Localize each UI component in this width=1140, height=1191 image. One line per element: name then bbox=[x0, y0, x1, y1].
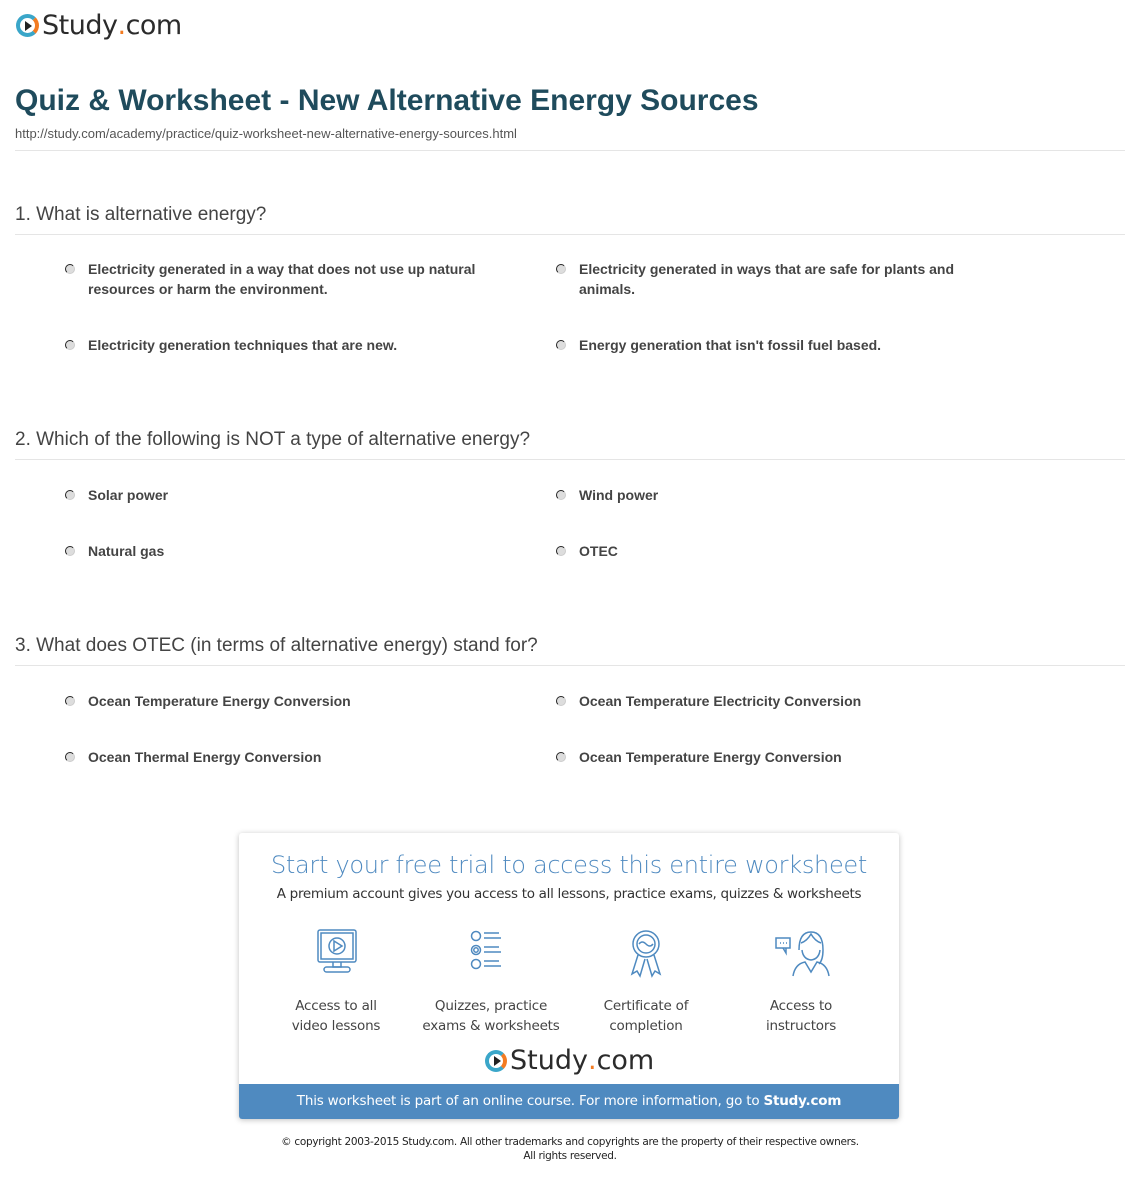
certificate-icon bbox=[616, 928, 676, 984]
radio-button[interactable] bbox=[65, 752, 75, 762]
logo-text: Study bbox=[42, 10, 118, 41]
study-com-link[interactable]: Study.com bbox=[763, 1093, 842, 1109]
answer-option[interactable] bbox=[88, 485, 508, 505]
radio-button[interactable] bbox=[65, 264, 75, 274]
feature-label: Certificate of bbox=[603, 998, 689, 1014]
quiz-list-icon bbox=[461, 928, 521, 984]
logo-text: Study bbox=[510, 1045, 588, 1076]
study-com-logo[interactable] bbox=[16, 10, 182, 41]
instructor-icon bbox=[771, 928, 831, 984]
option-label: Electricity generated in ways that are safe for plants and animals. bbox=[579, 261, 955, 297]
option-label: Natural gas bbox=[88, 543, 165, 559]
copyright bbox=[0, 1135, 1140, 1163]
feature-label: instructors bbox=[765, 1018, 837, 1034]
feature-video-lessons bbox=[261, 928, 411, 1036]
logo-dot: . bbox=[587, 1045, 597, 1076]
answer-option[interactable] bbox=[579, 541, 999, 561]
divider bbox=[15, 150, 1125, 151]
radio-button[interactable] bbox=[556, 752, 566, 762]
answer-option[interactable] bbox=[579, 335, 999, 355]
page-url: http://study.com/academy/practice/quiz-worksheet-new-alternative-energy-sources.html bbox=[15, 126, 517, 141]
promo-title: Start your free trial to access this entire worksheet bbox=[270, 851, 868, 879]
radio-button[interactable] bbox=[65, 546, 75, 556]
free-trial-promo bbox=[239, 833, 899, 1119]
feature-label: completion bbox=[609, 1018, 683, 1034]
feature-instructors bbox=[726, 928, 876, 1036]
play-logo-icon bbox=[485, 1050, 507, 1072]
feature-label: Access to bbox=[769, 998, 833, 1014]
option-label: Solar power bbox=[88, 487, 169, 503]
radio-button[interactable] bbox=[556, 264, 566, 274]
option-label: Energy generation that isn't fossil fuel based. bbox=[579, 337, 882, 353]
radio-button[interactable] bbox=[556, 340, 566, 350]
promo-subtitle: A premium account gives you access to all lessons, practice exams, quizzes & worksheets bbox=[276, 886, 862, 902]
question-3: 3. What does OTEC (in terms of alternative energy) stand for? bbox=[15, 635, 538, 656]
video-lesson-icon bbox=[306, 928, 366, 984]
feature-certificate bbox=[571, 928, 721, 1036]
question-2: 2. Which of the following is NOT a type of alternative energy? bbox=[15, 429, 531, 450]
option-label: Ocean Temperature Energy Conversion bbox=[579, 749, 842, 765]
option-label: Ocean Temperature Electricity Conversion bbox=[579, 693, 862, 709]
option-label: Ocean Temperature Energy Conversion bbox=[88, 693, 351, 709]
study-com-logo[interactable] bbox=[485, 1045, 654, 1076]
divider bbox=[15, 234, 1125, 235]
answer-option[interactable] bbox=[88, 335, 508, 355]
answer-option[interactable] bbox=[88, 691, 508, 711]
feature-quizzes bbox=[416, 928, 566, 1036]
radio-button[interactable] bbox=[556, 490, 566, 500]
answer-option[interactable] bbox=[88, 541, 508, 561]
page-title: Quiz & Worksheet - New Alternative Energy Sources bbox=[15, 84, 759, 117]
feature-label: exams & worksheets bbox=[422, 1018, 560, 1034]
option-label: Ocean Thermal Energy Conversion bbox=[88, 749, 322, 765]
divider bbox=[15, 459, 1125, 460]
radio-button[interactable] bbox=[65, 340, 75, 350]
feature-label: Access to all bbox=[295, 998, 377, 1014]
answer-option[interactable] bbox=[88, 259, 508, 299]
feature-label: video lessons bbox=[291, 1018, 381, 1034]
option-label: Electricity generated in a way that does not use up natural resources or harm the environment. bbox=[88, 261, 476, 297]
question-1: 1. What is alternative energy? bbox=[15, 204, 267, 225]
play-logo-icon bbox=[16, 14, 39, 37]
radio-button[interactable] bbox=[556, 696, 566, 706]
option-label: Electricity generation techniques that are new. bbox=[88, 337, 398, 353]
radio-button[interactable] bbox=[65, 490, 75, 500]
radio-button[interactable] bbox=[556, 546, 566, 556]
banner-text: This worksheet is part of an online course. For more information, go to bbox=[296, 1093, 764, 1109]
copyright-line: © copyright 2003-2015 Study.com. All other trademarks and copyrights are the property of their respective owners. bbox=[281, 1136, 859, 1148]
answer-option[interactable] bbox=[579, 485, 999, 505]
answer-option[interactable] bbox=[88, 747, 508, 767]
radio-button[interactable] bbox=[65, 696, 75, 706]
course-info-banner bbox=[239, 1084, 899, 1119]
logo-dot: . bbox=[117, 10, 126, 41]
feature-label: Quizzes, practice bbox=[434, 998, 548, 1014]
logo-text-end: com bbox=[596, 1045, 655, 1076]
divider bbox=[15, 665, 1125, 666]
logo-text-end: com bbox=[125, 10, 182, 41]
option-label: Wind power bbox=[579, 487, 659, 503]
answer-option[interactable] bbox=[579, 747, 999, 767]
answer-option[interactable] bbox=[579, 691, 999, 711]
option-label: OTEC bbox=[579, 543, 618, 559]
copyright-line: All rights reserved. bbox=[523, 1150, 617, 1162]
answer-option[interactable] bbox=[579, 259, 999, 299]
